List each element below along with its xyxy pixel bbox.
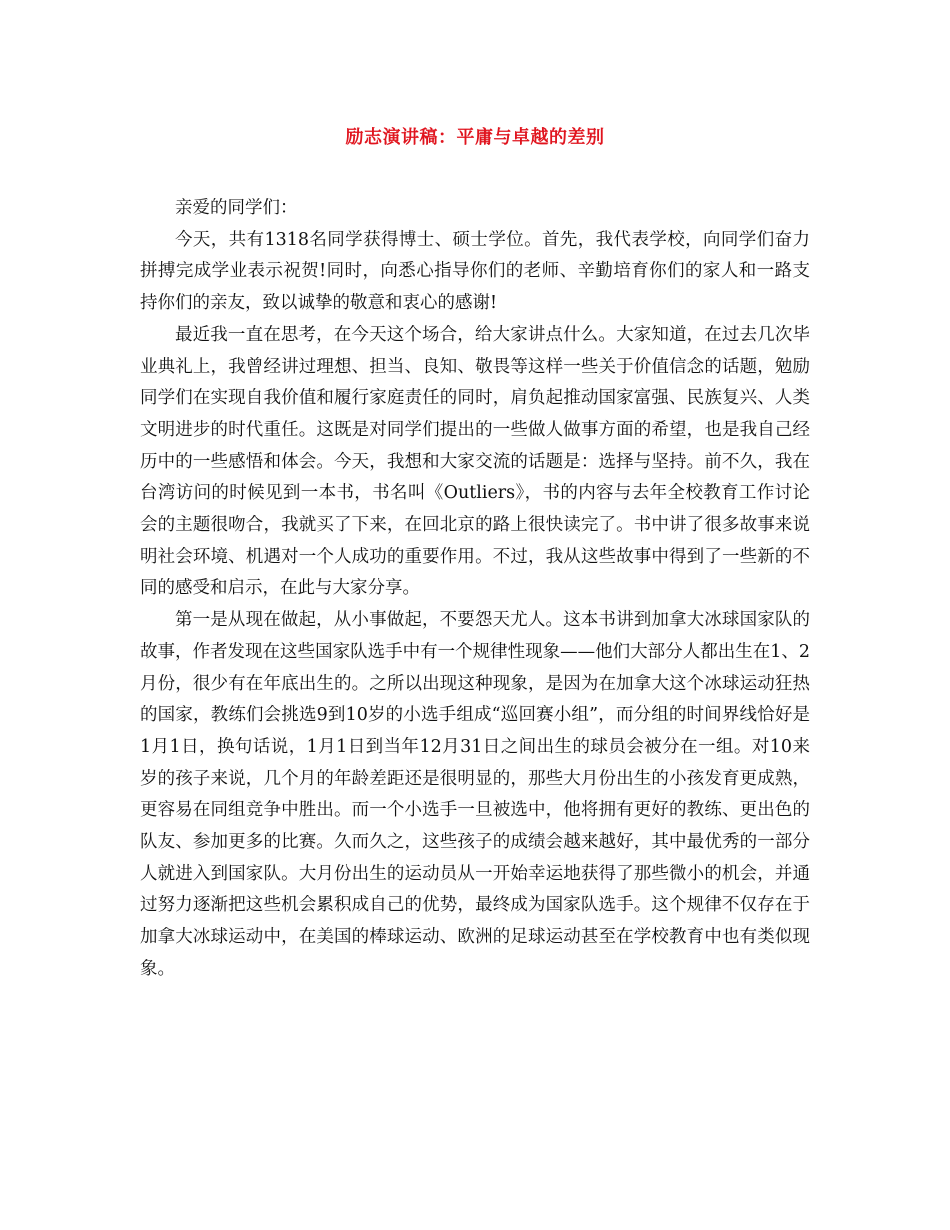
paragraph-1: 今天，共有1318名同学获得博士、硕士学位。首先，我代表学校，向同学们奋力拼搏完成学业表示祝贺!同时，向悉心指导你们的老师、辛勤培育你们的家人和一路支持你们的亲友，致以诚挚的敬意和衷心的感谢! — [140, 229, 810, 314]
document-title: 励志演讲稿：平庸与卓越的差别 — [345, 127, 605, 148]
document-body — [140, 193, 810, 986]
salutation: 亲爱的同学们： — [175, 198, 298, 218]
paragraph-3: 第一是从现在做起，从小事做起，不要怨天尤人。这本书讲到加拿大冰球国家队的故事，作者发现在这些国家队选手中有一个规律性现象——他们大部分人都出生在1、2月份，很少有在年底出生的。之所以出现这种现象，是因为在加拿大这个冰球运动狂热的国家，教练们会挑选9到10岁的小选手组成“巡回赛小组”，而分组的时间界线恰好是1月1日，换句话说，1月1日到当年12月31日之间出生的球员会被分在一组。对10来岁的孩子来说，几个月的年龄差距还是很明显的，那些大月份出生的小孩发育更成熟，更容易在同组竞争中胜出。而一个小选手一旦被选中，他将拥有更好的教练、更出色的队友、参加更多的比赛。久而久之，这些孩子的成绩会越来越好，其中最优秀的一部分人就进入到国家队。大月份出生的运动员从一开始幸运地获得了那些微小的机会，并通过努力逐渐把这些机会累积成自己的优势，最终成为国家队选手。这个规律不仅存在于加拿大冰球运动中，在美国的棒球运动、欧洲的足球运动甚至在学校教育中也有类似现象。 — [140, 610, 810, 979]
paragraph-2: 最近我一直在思考，在今天这个场合，给大家讲点什么。大家知道，在过去几次毕业典礼上，我曾经讲过理想、担当、良知、敬畏等这样一些关于价值信念的话题，勉励同学们在实现自我价值和履行家庭责任的同时，肩负起推动国家富强、民族复兴、人类文明进步的时代重任。这既是对同学们提出的一些做人做事方面的希望，也是我自己经历中的一些感悟和体会。今天，我想和大家交流的话题是：选择与坚持。前不久，我在台湾访问的时候见到一本书，书名叫《Outliers》，书的内容与去年全校教育工作讨论会的主题很吻合，我就买了下来，在回北京的路上很快读完了。书中讲了很多故事来说明社会环境、机遇对一个人成功的重要作用。不过，我从这些故事中得到了一些新的不同的感受和启示，在此与大家分享。 — [140, 324, 810, 599]
